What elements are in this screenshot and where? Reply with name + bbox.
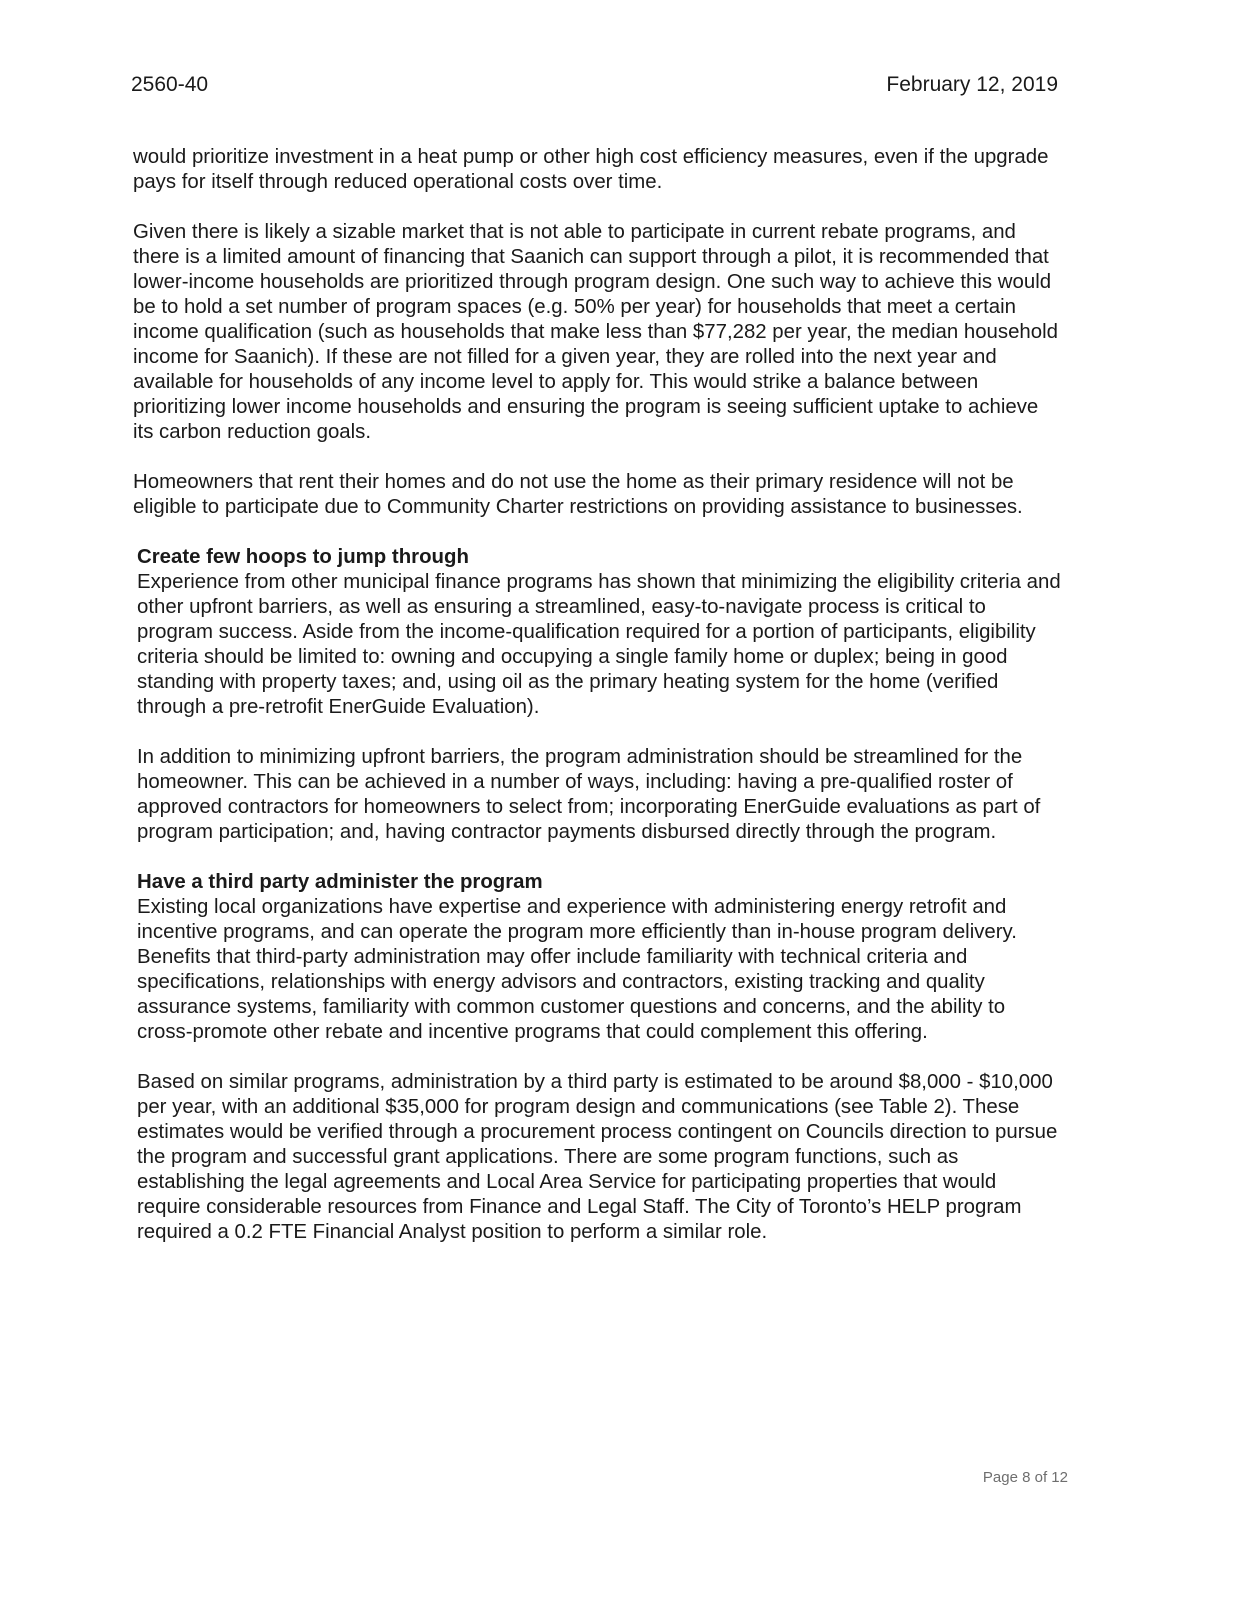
paragraph: In addition to minimizing upfront barriers, the program administration should be streamlined for the homeowner. This can be achieved in a number of ways, including: having a pre-qualified roster of approved contractors for homeowners to select from; incorporating EnerGuide evaluations as part of program participation; and, having contractor payments disbursed directly through the program. (137, 746, 1041, 843)
paragraph: Experience from other municipal finance programs has shown that minimizing the eligibility criteria and other upfront barriers, as well as ensuring a streamlined, easy-to-navigate process is critical to program success. Aside from the income-qualification required for a portion of participants, eligibility criteria should be limited to: owning and occupying a single family home or duplex; being in good standing with property taxes; and, using oil as the primary heating system for the home (verified through a pre-retrofit EnerGuide Evaluation). (137, 571, 1061, 718)
paragraph: would prioritize investment in a heat pump or other high cost efficiency measures, even if the upgrade pays for itself through reduced operational costs over time. (133, 146, 1049, 193)
section-heading: Create few hoops to jump through (137, 546, 469, 568)
document-body (133, 145, 1063, 1270)
page-number: Page 8 of 12 (982, 1469, 1068, 1486)
paragraph: Based on similar programs, administration by a third party is estimated to be around $8,000 - $10,000 per year, with an additional $35,000 for program design and communications (see Table 2). These estimates would be verified through a procurement process contingent on Councils direction to pursue the program and successful grant applications. There are some program functions, such as establishing the legal agreements and Local Area Service for participating properties that would require considerable resources from Finance and Legal Staff. The City of Toronto’s HELP program required a 0.2 FTE Financial Analyst position to perform a similar role. (137, 1071, 1058, 1243)
document-reference: 2560-40 (131, 73, 209, 96)
section-heading: Have a third party administer the program (137, 871, 543, 893)
paragraph: Given there is likely a sizable market that is not able to participate in current rebate programs, and there is a limited amount of financing that Saanich can support through a pilot, it is recommended that lower-income households are prioritized through program design. One such way to achieve this would be to hold a set number of program spaces (e.g. 50% per year) for households that meet a certain income qualification (such as households that make less than $77,282 per year, the median household income for Saanich). If these are not filled for a given year, they are rolled into the next year and available for households of any income level to apply for. This would strike a balance between prioritizing lower income households and ensuring the program is seeing sufficient uptake to achieve its carbon reduction goals. (133, 221, 1058, 443)
section-hoops (137, 545, 1063, 845)
section-third-party (137, 870, 1063, 1245)
paragraph: Homeowners that rent their homes and do not use the home as their primary residence will not be eligible to participate due to Community Charter restrictions on providing assistance to businesses. (133, 471, 1023, 518)
paragraph: Existing local organizations have expertise and experience with administering energy retrofit and incentive programs, and can operate the program more efficiently than in-house program delivery. Benefits that third-party administration may offer include familiarity with technical criteria and specifications, relationships with energy advisors and contractors, existing tracking and quality assurance systems, familiarity with common customer questions and concerns, and the ability to cross-promote other rebate and incentive programs that could complement this offering. (137, 896, 1017, 1043)
document-date: February 12, 2019 (886, 73, 1058, 96)
